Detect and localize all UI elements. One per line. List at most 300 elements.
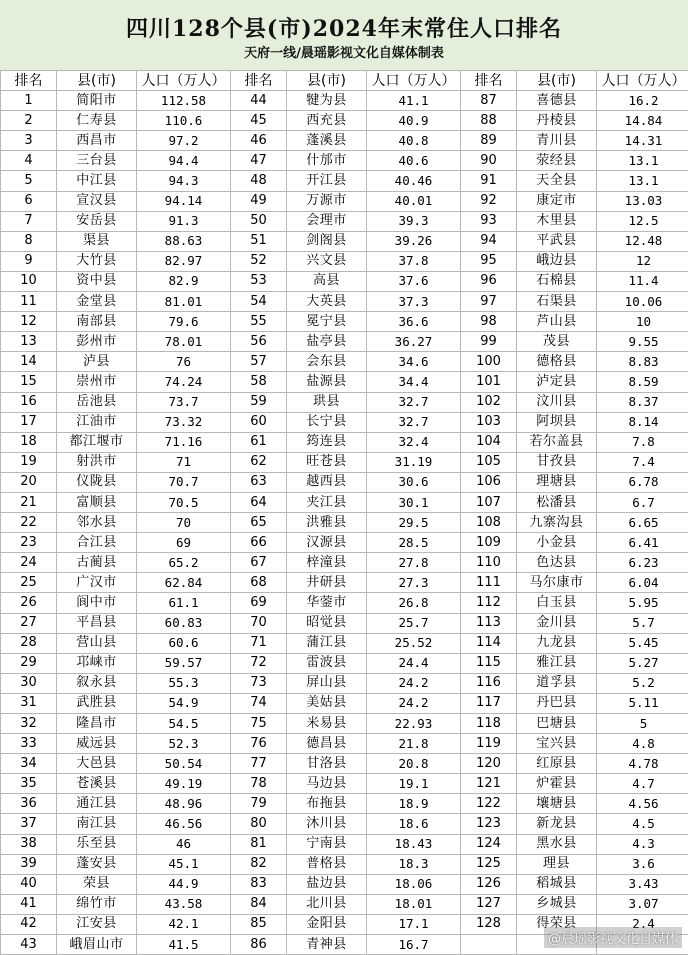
rank-cell: 40: [1, 874, 57, 894]
population-cell: 40.46: [367, 171, 461, 191]
county-header: 县(市): [287, 71, 367, 91]
rank-cell: 42: [1, 914, 57, 934]
population-cell: 4.8: [597, 734, 688, 754]
county-cell: 会理市: [287, 211, 367, 231]
rank-cell: 89: [461, 131, 517, 151]
table-row: [1, 231, 688, 251]
table-row: [1, 794, 688, 814]
rank-cell: 20: [1, 472, 57, 492]
county-cell: 旺苍县: [287, 452, 367, 472]
population-cell: 44.9: [137, 874, 231, 894]
table-row: [1, 714, 688, 734]
population-cell: 40.8: [367, 131, 461, 151]
population-cell: 18.9: [367, 794, 461, 814]
table-row: [1, 211, 688, 231]
county-cell: 若尔盖县: [517, 432, 597, 452]
county-cell: 蓬溪县: [287, 131, 367, 151]
population-cell: 4.56: [597, 794, 688, 814]
population-cell: 4.7: [597, 774, 688, 794]
rank-cell: 26: [1, 593, 57, 613]
rank-cell: 60: [231, 412, 287, 432]
county-cell: 中江县: [57, 171, 137, 191]
county-cell: 宣汉县: [57, 191, 137, 211]
population-cell: 59.57: [137, 653, 231, 673]
table-header-banner: [0, 0, 688, 71]
county-cell: 理县: [517, 854, 597, 874]
rank-cell: 127: [461, 894, 517, 914]
rank-cell: 50: [231, 211, 287, 231]
county-cell: 雅江县: [517, 653, 597, 673]
population-cell: 13.03: [597, 191, 688, 211]
population-cell: 37.8: [367, 251, 461, 271]
county-cell: 岳池县: [57, 392, 137, 412]
county-cell: 泸县: [57, 352, 137, 372]
county-cell: 夹江县: [287, 492, 367, 512]
rank-cell: 48: [231, 171, 287, 191]
rank-cell: 103: [461, 412, 517, 432]
rank-cell: 125: [461, 854, 517, 874]
rank-cell: 64: [231, 492, 287, 512]
county-cell: 长宁县: [287, 412, 367, 432]
population-cell: 6.41: [597, 533, 688, 553]
county-cell: 彭州市: [57, 332, 137, 352]
rank-cell: 28: [1, 633, 57, 653]
population-cell: 94.3: [137, 171, 231, 191]
county-cell: 叙永县: [57, 673, 137, 693]
population-cell: 18.6: [367, 814, 461, 834]
rank-cell: 8: [1, 231, 57, 251]
table-row: [1, 734, 688, 754]
county-cell: 崇州市: [57, 372, 137, 392]
rank-cell: 68: [231, 573, 287, 593]
rank-cell: 56: [231, 332, 287, 352]
county-cell: 金阳县: [287, 914, 367, 934]
population-cell: 43.58: [137, 894, 231, 914]
county-cell: 马边县: [287, 774, 367, 794]
county-cell: 康定市: [517, 191, 597, 211]
population-cell: 91.3: [137, 211, 231, 231]
rank-cell: 81: [231, 834, 287, 854]
rank-cell: 63: [231, 472, 287, 492]
county-cell: 峨眉山市: [57, 935, 137, 955]
population-cell: 10.06: [597, 292, 688, 312]
county-cell: 通江县: [57, 794, 137, 814]
rank-cell: 1: [1, 91, 57, 111]
rank-cell: 4: [1, 151, 57, 171]
table-row: [1, 131, 688, 151]
county-cell: 隆昌市: [57, 714, 137, 734]
rank-cell: 88: [461, 111, 517, 131]
population-cell: 3.43: [597, 874, 688, 894]
population-cell: 6.04: [597, 573, 688, 593]
table-row: [1, 673, 688, 693]
rank-cell: 66: [231, 533, 287, 553]
county-cell: 犍为县: [287, 91, 367, 111]
table-row: [1, 191, 688, 211]
county-cell: 宁南县: [287, 834, 367, 854]
population-cell: 3.07: [597, 894, 688, 914]
table-row: [1, 432, 688, 452]
county-cell: 德格县: [517, 352, 597, 372]
population-cell: 52.3: [137, 734, 231, 754]
county-cell: 华蓥市: [287, 593, 367, 613]
rank-cell: 47: [231, 151, 287, 171]
rank-cell: 82: [231, 854, 287, 874]
county-cell: 新龙县: [517, 814, 597, 834]
rank-cell: 114: [461, 633, 517, 653]
county-cell: 金川县: [517, 613, 597, 633]
population-cell: 4.5: [597, 814, 688, 834]
county-cell: 仁寿县: [57, 111, 137, 131]
table-row: [1, 151, 688, 171]
rank-cell: 2: [1, 111, 57, 131]
county-cell: 巴塘县: [517, 714, 597, 734]
county-cell: 峨边县: [517, 251, 597, 271]
population-cell: 7.4: [597, 452, 688, 472]
population-cell: 73.7: [137, 392, 231, 412]
county-cell: 合江县: [57, 533, 137, 553]
population-cell: 71.16: [137, 432, 231, 452]
rank-cell: 122: [461, 794, 517, 814]
population-cell: 46.56: [137, 814, 231, 834]
rank-cell: 51: [231, 231, 287, 251]
county-cell: 武胜县: [57, 693, 137, 713]
county-cell: 青川县: [517, 131, 597, 151]
population-header: 人口（万人）: [367, 71, 461, 91]
population-cell: 13.1: [597, 151, 688, 171]
rank-cell: 128: [461, 914, 517, 934]
population-cell: 29.5: [367, 513, 461, 533]
population-cell: 60.83: [137, 613, 231, 633]
rank-cell: 67: [231, 553, 287, 573]
rank-cell: 23: [1, 533, 57, 553]
population-cell: 8.37: [597, 392, 688, 412]
population-cell: 97.2: [137, 131, 231, 151]
population-cell: 94.14: [137, 191, 231, 211]
population-cell: 8.14: [597, 412, 688, 432]
population-cell: 94.4: [137, 151, 231, 171]
population-cell: 32.7: [367, 412, 461, 432]
rank-cell: 84: [231, 894, 287, 914]
county-cell: 红原县: [517, 754, 597, 774]
table-row: [1, 874, 688, 894]
rank-cell: 31: [1, 693, 57, 713]
population-cell: 18.3: [367, 854, 461, 874]
county-cell: 泸定县: [517, 372, 597, 392]
rank-cell: 15: [1, 372, 57, 392]
rank-cell: 30: [1, 673, 57, 693]
county-cell: 阿坝县: [517, 412, 597, 432]
population-cell: 71: [137, 452, 231, 472]
rank-cell: 6: [1, 191, 57, 211]
population-cell: 5: [597, 714, 688, 734]
table-row: [1, 894, 688, 914]
population-cell: 12.5: [597, 211, 688, 231]
rank-cell: 83: [231, 874, 287, 894]
table-row: [1, 492, 688, 512]
county-cell: 天全县: [517, 171, 597, 191]
county-cell: 古蔺县: [57, 553, 137, 573]
rank-cell: 32: [1, 714, 57, 734]
rank-cell: 102: [461, 392, 517, 412]
rank-cell: 101: [461, 372, 517, 392]
population-cell: 20.8: [367, 754, 461, 774]
county-cell: 雷波县: [287, 653, 367, 673]
rank-cell: 109: [461, 533, 517, 553]
population-ranking-table: [0, 70, 688, 955]
rank-cell: 85: [231, 914, 287, 934]
population-cell: 5.11: [597, 693, 688, 713]
population-cell: 18.43: [367, 834, 461, 854]
population-cell: 31.19: [367, 452, 461, 472]
population-cell: 21.8: [367, 734, 461, 754]
county-cell: 理塘县: [517, 472, 597, 492]
rank-cell: 98: [461, 312, 517, 332]
population-cell: 76: [137, 352, 231, 372]
county-cell: 苍溪县: [57, 774, 137, 794]
county-cell: 九寨沟县: [517, 513, 597, 533]
county-cell: 青神县: [287, 935, 367, 955]
county-cell: 射洪市: [57, 452, 137, 472]
county-cell: 汉源县: [287, 533, 367, 553]
rank-cell: 90: [461, 151, 517, 171]
population-cell: 41.1: [367, 91, 461, 111]
population-cell: 79.6: [137, 312, 231, 332]
county-cell: 白玉县: [517, 593, 597, 613]
table-row: [1, 251, 688, 271]
rank-cell: 59: [231, 392, 287, 412]
county-cell: 洪雅县: [287, 513, 367, 533]
rank-cell: 71: [231, 633, 287, 653]
county-cell: 乡城县: [517, 894, 597, 914]
rank-cell: 76: [231, 734, 287, 754]
county-cell: 盐边县: [287, 874, 367, 894]
county-cell: 丹棱县: [517, 111, 597, 131]
rank-cell: 120: [461, 754, 517, 774]
population-cell: 24.4: [367, 653, 461, 673]
population-cell: 69: [137, 533, 231, 553]
table-row: [1, 693, 688, 713]
population-cell: 30.1: [367, 492, 461, 512]
population-cell: 14.31: [597, 131, 688, 151]
county-cell: 平昌县: [57, 613, 137, 633]
rank-cell: 35: [1, 774, 57, 794]
rank-cell: 44: [231, 91, 287, 111]
county-cell: 邻水县: [57, 513, 137, 533]
population-cell: 78.01: [137, 332, 231, 352]
table-row: [1, 814, 688, 834]
county-cell: 喜德县: [517, 91, 597, 111]
county-cell: 德昌县: [287, 734, 367, 754]
county-cell: 小金县: [517, 533, 597, 553]
population-cell: 10: [597, 312, 688, 332]
rank-cell: 74: [231, 693, 287, 713]
county-cell: 普格县: [287, 854, 367, 874]
rank-cell: 72: [231, 653, 287, 673]
county-cell: 荣县: [57, 874, 137, 894]
rank-cell: 53: [231, 271, 287, 291]
table-row: [1, 91, 688, 111]
population-cell: 25.7: [367, 613, 461, 633]
county-cell: 炉霍县: [517, 774, 597, 794]
table-row: [1, 292, 688, 312]
county-cell: 绵竹市: [57, 894, 137, 914]
population-cell: 34.6: [367, 352, 461, 372]
county-cell: 蓬安县: [57, 854, 137, 874]
table-row: [1, 111, 688, 131]
rank-cell: 112: [461, 593, 517, 613]
rank-cell: 97: [461, 292, 517, 312]
county-cell: 邛崃市: [57, 653, 137, 673]
population-cell: 74.24: [137, 372, 231, 392]
population-cell: 6.65: [597, 513, 688, 533]
population-cell: 25.52: [367, 633, 461, 653]
county-cell: 营山县: [57, 633, 137, 653]
county-cell: 筠连县: [287, 432, 367, 452]
rank-cell: 10: [1, 271, 57, 291]
population-cell: 5.45: [597, 633, 688, 653]
rank-cell: 3: [1, 131, 57, 151]
county-cell: 米易县: [287, 714, 367, 734]
county-cell: 金堂县: [57, 292, 137, 312]
county-cell: 黑水县: [517, 834, 597, 854]
county-cell: 冕宁县: [287, 312, 367, 332]
population-cell: 62.84: [137, 573, 231, 593]
rank-cell: 34: [1, 754, 57, 774]
rank-cell: 95: [461, 251, 517, 271]
population-cell: 112.58: [137, 91, 231, 111]
population-cell: 60.6: [137, 633, 231, 653]
county-cell: 丹巴县: [517, 693, 597, 713]
population-cell: 17.1: [367, 914, 461, 934]
rank-cell: 41: [1, 894, 57, 914]
population-cell: 45.1: [137, 854, 231, 874]
county-cell: 简阳市: [57, 91, 137, 111]
population-cell: 55.3: [137, 673, 231, 693]
county-cell: 广汉市: [57, 573, 137, 593]
county-header: 县(市): [57, 71, 137, 91]
rank-cell: 7: [1, 211, 57, 231]
county-cell: 珙县: [287, 392, 367, 412]
population-cell: 7.8: [597, 432, 688, 452]
table-row: [1, 171, 688, 191]
rank-cell: 79: [231, 794, 287, 814]
county-cell: 仪陇县: [57, 472, 137, 492]
county-cell: 沐川县: [287, 814, 367, 834]
population-cell: 5.2: [597, 673, 688, 693]
population-cell: 12.48: [597, 231, 688, 251]
rank-cell: 104: [461, 432, 517, 452]
county-cell: 资中县: [57, 271, 137, 291]
county-cell: 渠县: [57, 231, 137, 251]
county-cell: 九龙县: [517, 633, 597, 653]
rank-cell: 126: [461, 874, 517, 894]
county-cell: 南江县: [57, 814, 137, 834]
table-row: [1, 392, 688, 412]
population-cell: 18.06: [367, 874, 461, 894]
population-cell: 40.9: [367, 111, 461, 131]
county-cell: 得荣县: [517, 914, 597, 934]
rank-cell: 70: [231, 613, 287, 633]
table-row: [1, 633, 688, 653]
population-cell: 39.26: [367, 231, 461, 251]
population-cell: 16.2: [597, 91, 688, 111]
rank-cell: 91: [461, 171, 517, 191]
county-cell: 屏山县: [287, 673, 367, 693]
rank-cell: 124: [461, 834, 517, 854]
table-row: [1, 271, 688, 291]
population-header: 人口（万人）: [137, 71, 231, 91]
population-cell: 46: [137, 834, 231, 854]
rank-header: 排名: [1, 71, 57, 91]
population-cell: 27.8: [367, 553, 461, 573]
rank-cell: 36: [1, 794, 57, 814]
county-cell: 大英县: [287, 292, 367, 312]
rank-cell: 106: [461, 472, 517, 492]
population-cell: 70: [137, 513, 231, 533]
population-cell: 36.27: [367, 332, 461, 352]
county-cell: 安岳县: [57, 211, 137, 231]
county-cell: 江油市: [57, 412, 137, 432]
county-cell: 松潘县: [517, 492, 597, 512]
population-cell: 82.97: [137, 251, 231, 271]
rank-cell: 93: [461, 211, 517, 231]
rank-cell: 121: [461, 774, 517, 794]
population-cell: 37.6: [367, 271, 461, 291]
population-cell: 54.5: [137, 714, 231, 734]
rank-cell: 46: [231, 131, 287, 151]
county-cell: 盐亭县: [287, 332, 367, 352]
population-cell: 61.1: [137, 593, 231, 613]
county-cell: 甘洛县: [287, 754, 367, 774]
page-title: 四川128个县(市)2024年末常住人口排名: [0, 12, 688, 43]
rank-cell: 38: [1, 834, 57, 854]
table-row: [1, 472, 688, 492]
rank-cell: 37: [1, 814, 57, 834]
rank-cell: 110: [461, 553, 517, 573]
county-cell: 大邑县: [57, 754, 137, 774]
county-cell: 茂县: [517, 332, 597, 352]
population-cell: 27.3: [367, 573, 461, 593]
county-cell: 越西县: [287, 472, 367, 492]
watermark: @晨瑶影视文化自媒体: [544, 927, 682, 948]
county-cell: 色达县: [517, 553, 597, 573]
rank-cell: 62: [231, 452, 287, 472]
rank-cell: 16: [1, 392, 57, 412]
county-cell: 汶川县: [517, 392, 597, 412]
rank-cell: 13: [1, 332, 57, 352]
county-cell: 北川县: [287, 894, 367, 914]
rank-cell: 96: [461, 271, 517, 291]
rank-cell: 105: [461, 452, 517, 472]
population-cell: 24.2: [367, 693, 461, 713]
rank-cell: 45: [231, 111, 287, 131]
county-cell: 壤塘县: [517, 794, 597, 814]
rank-cell: 113: [461, 613, 517, 633]
rank-cell: 73: [231, 673, 287, 693]
population-cell: 110.6: [137, 111, 231, 131]
population-cell: 24.2: [367, 673, 461, 693]
rank-cell: 61: [231, 432, 287, 452]
rank-cell: 5: [1, 171, 57, 191]
table-row: [1, 352, 688, 372]
population-cell: 48.96: [137, 794, 231, 814]
rank-cell: 21: [1, 492, 57, 512]
rank-cell: 19: [1, 452, 57, 472]
rank-cell: 55: [231, 312, 287, 332]
rank-header: 排名: [461, 71, 517, 91]
rank-cell: 118: [461, 714, 517, 734]
